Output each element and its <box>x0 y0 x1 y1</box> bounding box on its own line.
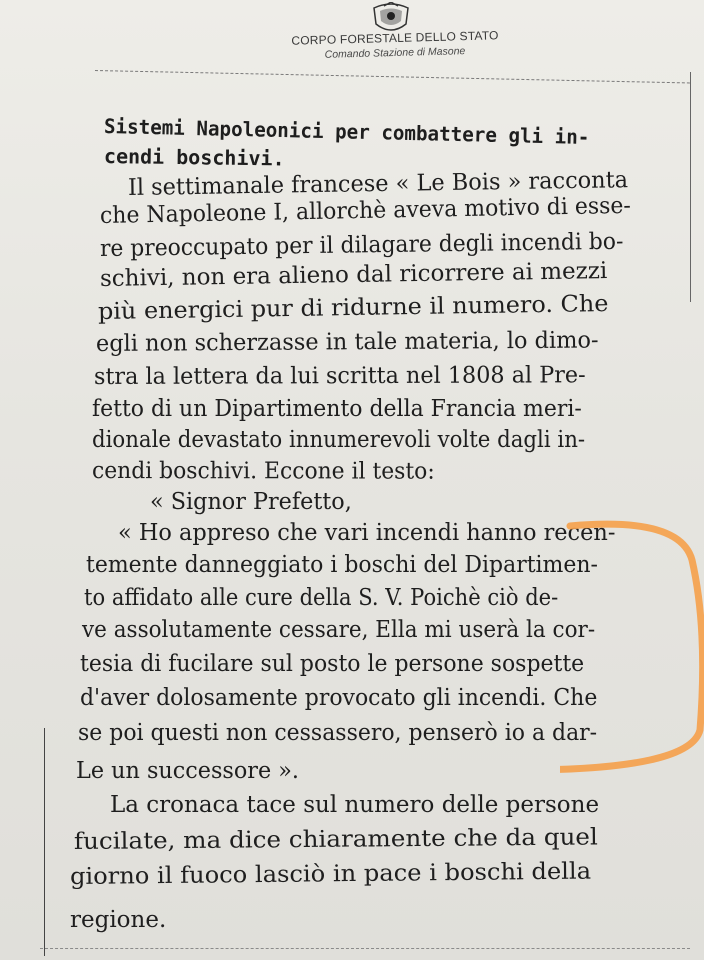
article-line: Le un successore ». <box>76 758 299 784</box>
article-line: fetto di un Dipartimento della Francia meri- <box>92 396 582 422</box>
article-line: ve assolutamente cessare, Ella mi userà la cor- <box>82 617 596 643</box>
article-heading-line: Sistemi Napoleonici per combattere gli in- <box>103 114 590 150</box>
column-border-right <box>690 72 691 302</box>
article-line: se poi questi non cessassero, penserò io a dar- <box>78 720 598 746</box>
article-line: più energici pur di ridurne il numero. Che <box>97 290 609 325</box>
article-line: schivi, non era alieno dal ricorrere ai mezzi <box>99 258 608 292</box>
article-line: stra la lettera da lui scritta nel 1808 al Pre- <box>93 362 586 390</box>
article-line: re preoccupato per il dilagare degli incendi bo- <box>99 228 624 262</box>
article-line: che Napoleone I, allorchè aveva motivo di esse- <box>99 192 632 229</box>
article-line: « Ho appreso che vari incendi hanno recen- <box>118 520 616 546</box>
bottom-divider <box>40 948 690 949</box>
orange-highlight-bracket <box>560 520 704 790</box>
stamp-title: CORPO FORESTALE DELLO STATO <box>291 28 499 48</box>
article-line: Il settimanale francese « Le Bois » racconta <box>127 167 629 201</box>
article-line: d'aver dolosamente provocato gli incendi. Che <box>80 685 598 711</box>
article-line: temente danneggiato i boschi del Dipartimen- <box>86 552 598 578</box>
stamp-subtitle: Comando Stazione di Masone <box>324 45 466 61</box>
article-line: La cronaca tace sul numero delle persone <box>110 792 600 818</box>
article-line: « Signor Prefetto, <box>150 489 352 515</box>
top-divider <box>95 70 690 83</box>
article-line: giorno il fuoco lasciò in pace i boschi della <box>69 858 592 890</box>
article-line: egli non scherzasse in tale materia, lo dimo- <box>95 327 599 357</box>
article-line: regione. <box>70 907 167 933</box>
column-border-left <box>44 728 45 956</box>
article-line: cendi boschivi. Eccone il testo: <box>91 458 435 485</box>
article-line: dionale devastato innumerevoli volte dagli in- <box>92 427 586 453</box>
article-line: to affidato alle cure della S. V. Poichè ciò de- <box>84 585 559 611</box>
article-heading-line: cendi boschivi. <box>103 144 285 171</box>
article-line: fucilate, ma dice chiaramente che da quel <box>73 824 598 855</box>
article-line: tesia di fucilare sul posto le persone sospette <box>80 651 585 677</box>
